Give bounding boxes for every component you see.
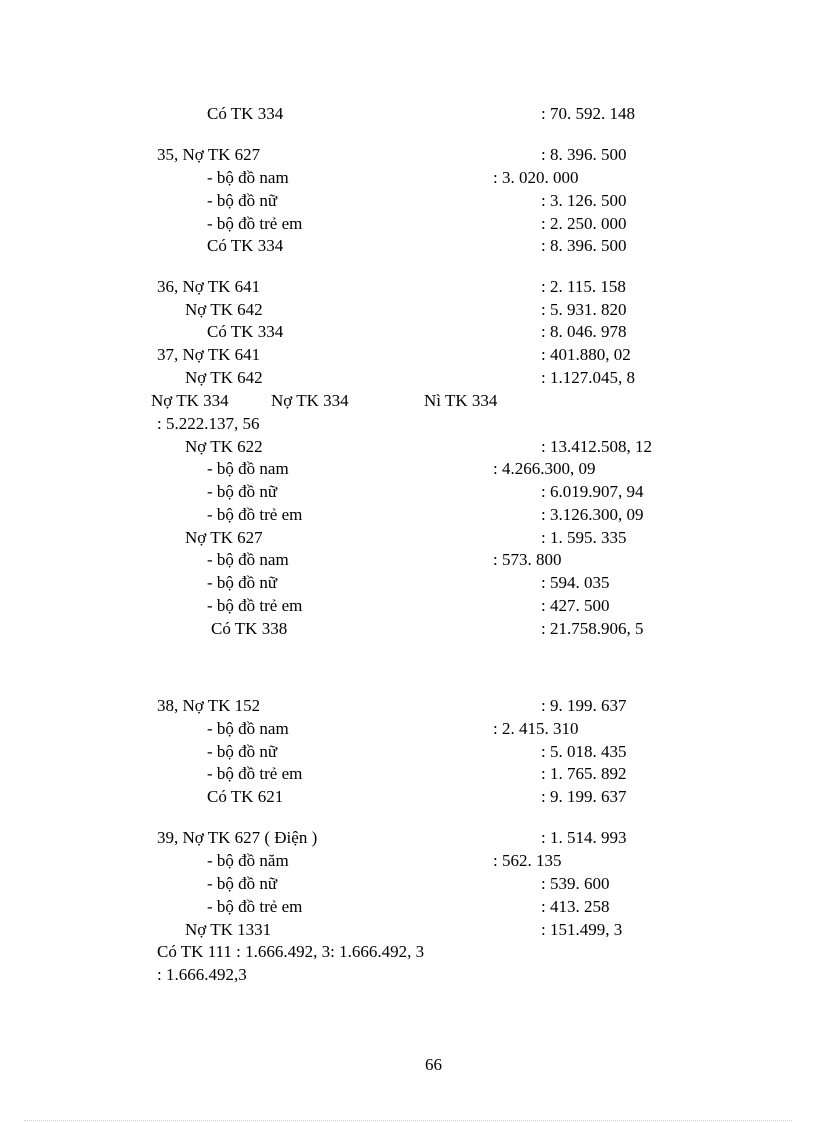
entry-amount: : 562. 135 xyxy=(493,851,562,870)
entry-label: Nợ TK 1331 xyxy=(185,920,272,939)
entry-amount: : 4.266.300, 09 xyxy=(493,459,596,478)
entry-label: - bộ đồ nam xyxy=(207,459,289,478)
entry-label: - bộ đồ trẻ em xyxy=(207,596,303,615)
entry-amount: : 21.758.906, 5 xyxy=(541,619,644,638)
entry-label: 35, Nợ TK 627 xyxy=(157,145,261,164)
entry-label: - bộ đồ trẻ em xyxy=(207,214,303,233)
entry-amount: : 5. 931. 820 xyxy=(541,300,627,319)
entry-label: Có TK 621 xyxy=(207,787,284,806)
entry-label: Nợ TK 622 xyxy=(185,437,263,456)
entry-amount: : 427. 500 xyxy=(541,596,610,615)
entry-label: - bộ đồ năm xyxy=(207,851,289,870)
entry-label: Có TK 338 xyxy=(211,619,288,638)
entry-amount: : 1.666.492,3 xyxy=(157,965,247,984)
entry-label: 37, Nợ TK 641 xyxy=(157,345,261,364)
entry-label: - bộ đồ trẻ em xyxy=(207,897,303,916)
entry-amount: : 1. 514. 993 xyxy=(541,828,627,847)
entry-amount: : 70. 592. 148 xyxy=(541,104,635,123)
entry-amount: : 6.019.907, 94 xyxy=(541,482,644,501)
entry-label: Nợ TK 642 xyxy=(185,300,263,319)
entry-label: - bộ đồ nam xyxy=(207,168,289,187)
entry-amount: : 8. 046. 978 xyxy=(541,322,627,341)
entry-amount: : 594. 035 xyxy=(541,573,610,592)
entry-label: - bộ đồ nam xyxy=(207,550,289,569)
entry-label: Có TK 334 xyxy=(207,104,284,123)
entry-amount: : 9. 199. 637 xyxy=(541,787,627,806)
entry-amount: : 3.126.300, 09 xyxy=(541,505,644,524)
entry-amount: : 13.412.508, 12 xyxy=(541,437,652,456)
entry-label: 36, Nợ TK 641 xyxy=(157,277,261,296)
entry-amount: : 539. 600 xyxy=(541,874,610,893)
entry-label: Nợ TK 627 xyxy=(185,528,263,547)
entry-amount: : 2. 250. 000 xyxy=(541,214,627,233)
entry-label: Nì TK 334 xyxy=(424,391,498,410)
entry-amount: : 8. 396. 500 xyxy=(541,145,627,164)
entry-label: - bộ đồ nữ xyxy=(207,573,278,592)
entry-amount: : 3. 126. 500 xyxy=(541,191,627,210)
entry-label: - bộ đồ nữ xyxy=(207,191,278,210)
entry-amount: : 401.880, 02 xyxy=(541,345,631,364)
entry-label: 39, Nợ TK 627 ( Điện ) xyxy=(157,828,318,847)
entry-label: - bộ đồ trẻ em xyxy=(207,764,303,783)
entry-label: 38, Nợ TK 152 xyxy=(157,696,261,715)
entry-label: Có TK 111 : 1.666.492, 3: 1.666.492, 3 xyxy=(157,942,425,961)
entry-label: - bộ đồ nữ xyxy=(207,742,278,761)
entry-amount: : 5.222.137, 56 xyxy=(157,414,260,433)
entry-label: Nợ TK 334 xyxy=(271,391,349,410)
entry-amount: : 5. 018. 435 xyxy=(541,742,627,761)
entry-label: - bộ đồ nữ xyxy=(207,482,278,501)
entry-label: - bộ đồ trẻ em xyxy=(207,505,303,524)
page-number: 66 xyxy=(425,1055,442,1074)
entry-amount: : 573. 800 xyxy=(493,550,562,569)
entry-label: Có TK 334 xyxy=(207,322,284,341)
entry-amount: : 1.127.045, 8 xyxy=(541,368,635,387)
page-bottom-border xyxy=(24,1120,792,1121)
entry-label: Nợ TK 334 xyxy=(151,391,229,410)
entry-amount: : 1. 765. 892 xyxy=(541,764,627,783)
entry-amount: : 2. 115. 158 xyxy=(541,277,626,296)
entry-label: Có TK 334 xyxy=(207,236,284,255)
entry-amount: : 3. 020. 000 xyxy=(493,168,579,187)
entry-amount: : 1. 595. 335 xyxy=(541,528,627,547)
entry-amount: : 2. 415. 310 xyxy=(493,719,579,738)
entry-amount: : 151.499, 3 xyxy=(541,920,623,939)
entry-label: - bộ đồ nam xyxy=(207,719,289,738)
entry-amount: : 8. 396. 500 xyxy=(541,236,627,255)
entry-label: - bộ đồ nữ xyxy=(207,874,278,893)
entry-amount: : 413. 258 xyxy=(541,897,610,916)
entry-label: Nợ TK 642 xyxy=(185,368,263,387)
entry-amount: : 9. 199. 637 xyxy=(541,696,627,715)
